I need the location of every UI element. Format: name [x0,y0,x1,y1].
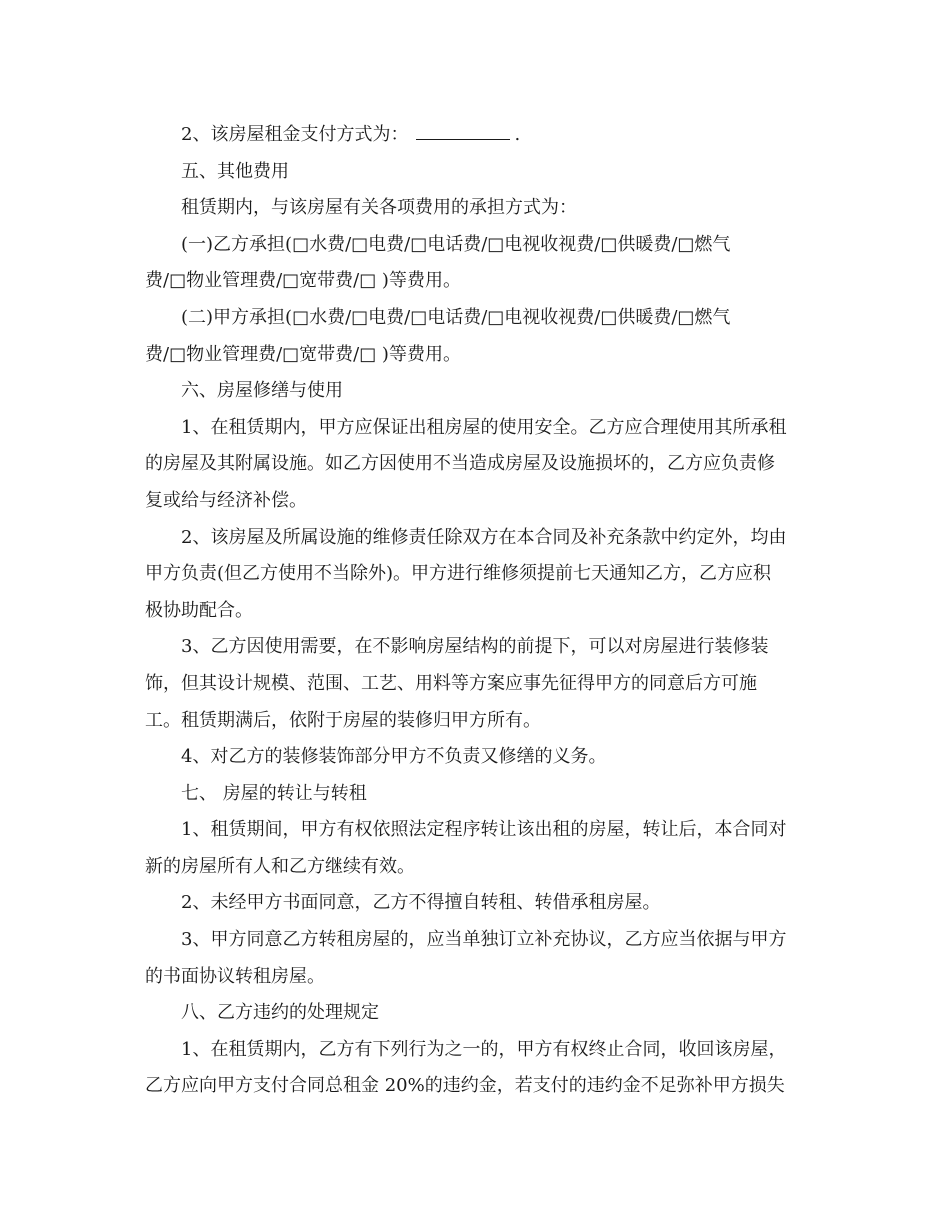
section-heading: 六、房屋修缮与使用 [181,380,343,402]
paragraph-line: 2、该房屋及所属设施的维修责任除双方在本合同及补充条款中约定外，均由 [181,526,787,548]
paragraph-line: 乙方应向甲方支付合同总租金 20%的违约金，若支付的违约金不足弥补甲方损失 [145,1075,785,1097]
paragraph-line: 新的房屋所有人和乙方继续有效。 [145,855,415,877]
paragraph-line: 费/□物业管理费/□宽带费/□ )等费用。 [145,343,461,365]
paragraph-line: 饰，但其设计规模、范围、工艺、用料等方案应事先征得甲方的同意后方可施 [145,672,757,694]
blank-fill-line [416,125,510,140]
section-heading: 七、 房屋的转让与转租 [181,782,367,804]
paragraph-line: 工。租赁期满后，依附于房屋的装修归甲方所有。 [145,709,541,731]
text: 2、该房屋租金支付方式为： [181,124,409,145]
paragraph-line: (一)乙方承担(□水费/□电费/□电话费/□电视收视费/□供暖费/□燃气 [181,233,731,255]
section-heading: 五、其他费用 [181,160,289,182]
paragraph-line: 租赁期内，与该房屋有关各项费用的承担方式为： [181,197,577,219]
paragraph-line: 的书面协议转租房屋。 [145,965,325,987]
paragraph-line: 1、在租赁期内，乙方有下列行为之一的，甲方有权终止合同，收回该房屋， [181,1038,787,1060]
paragraph-line: 甲方负责(但乙方使用不当除外)。甲方进行维修须提前七天通知乙方，乙方应积 [145,563,772,585]
paragraph-line: 2、未经甲方书面同意，乙方不得擅自转租、转借承租房屋。 [181,892,661,914]
paragraph-line: 复或给与经济补偿。 [145,489,307,511]
text: . [514,124,521,145]
paragraph-line: 4、对乙方的装修装饰部分甲方不负责又修缮的义务。 [181,746,607,768]
paragraph-line: 1、在租赁期内，甲方应保证出租房屋的使用安全。乙方应合理使用其所承租 [181,416,787,438]
paragraph-line: 3、乙方因使用需要，在不影响房屋结构的前提下，可以对房屋进行装修装 [181,636,769,658]
paragraph-line: 的房屋及其附属设施。如乙方因使用不当造成房屋及设施损坏的，乙方应负责修 [145,453,775,475]
paragraph-line: 极协助配合。 [145,599,253,621]
section-heading: 八、乙方违约的处理规定 [181,1002,379,1024]
paragraph-line: (二)甲方承担(□水费/□电费/□电话费/□电视收视费/□供暖费/□燃气 [181,306,731,328]
paragraph-line [145,117,805,154]
paragraph-line: 费/□物业管理费/□宽带费/□ )等费用。 [145,270,461,292]
paragraph-line: 1、租赁期间，甲方有权依照法定程序转让该出租的房屋，转让后，本合同对 [181,819,787,841]
paragraph-line: 3、甲方同意乙方转租房屋的，应当单独订立补充协议，乙方应当依据与甲方 [181,929,787,951]
document-body [145,117,805,1105]
